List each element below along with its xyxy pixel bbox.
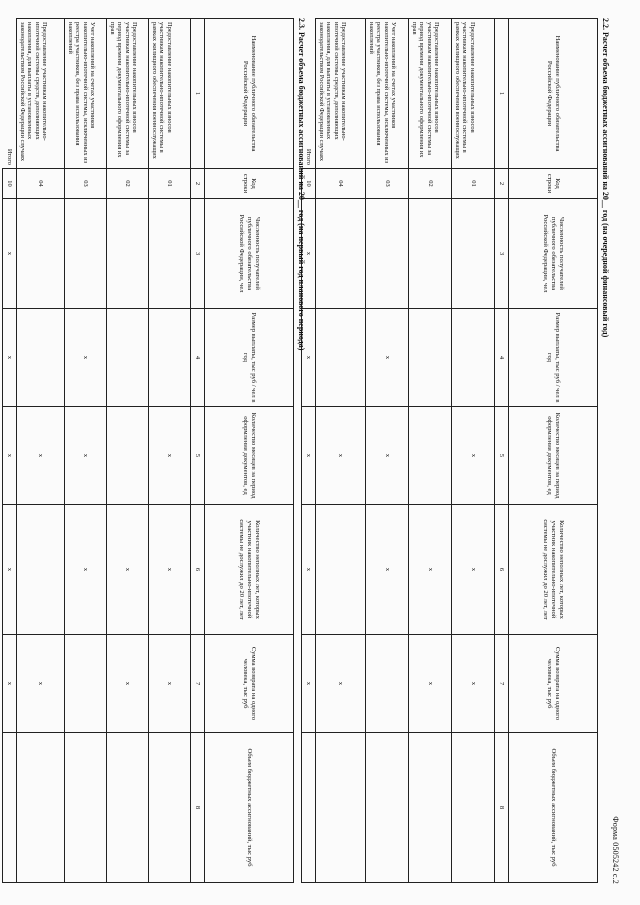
table-row bbox=[149, 19, 191, 883]
cell bbox=[316, 309, 366, 407]
cell: x bbox=[65, 407, 107, 505]
col-header-name: Наименование публичного обязательства Российской Федерации bbox=[205, 19, 294, 169]
cell bbox=[316, 199, 366, 309]
cell: x bbox=[3, 635, 17, 733]
cell bbox=[17, 505, 65, 635]
cell bbox=[107, 407, 149, 505]
cell bbox=[149, 733, 191, 883]
table-row bbox=[107, 19, 149, 883]
total-code: 10 bbox=[302, 169, 316, 199]
col-number: 1 bbox=[191, 19, 205, 169]
table-section-2-3 bbox=[2, 18, 294, 883]
total-label: Итого bbox=[3, 19, 17, 169]
col-header-incomplete-years: Количество неполных лет, которых участник накопительно-ипотечной системы не дослужил до 20 лет, лет bbox=[509, 505, 598, 635]
cell bbox=[452, 733, 495, 883]
total-code: 10 bbox=[3, 169, 17, 199]
header-row bbox=[509, 19, 598, 883]
cell: x bbox=[3, 407, 17, 505]
cell: x bbox=[107, 635, 149, 733]
section-title-2-3: 2.3. Расчет объема бюджетных ассигнований на 20__ год (на первый год планового периода) bbox=[297, 18, 306, 351]
col-header-code: Код строки bbox=[509, 169, 598, 199]
col-header-recipients: Численность получателей публичного обязательства Российской Федерации, чел bbox=[509, 199, 598, 309]
col-header-refund-sum: Сумма возврата на одного человека, тыс руб bbox=[509, 635, 598, 733]
cell: x bbox=[452, 505, 495, 635]
table-row bbox=[65, 19, 107, 883]
cell: x bbox=[366, 309, 409, 407]
col-header-budget-volume: Объем бюджетных ассигнований, тыс руб bbox=[205, 733, 294, 883]
row-code: 02 bbox=[107, 169, 149, 199]
rotated-document bbox=[6, 12, 620, 892]
col-header-name: Наименование публичного обязательства Российской Федерации bbox=[509, 19, 598, 169]
cell bbox=[149, 309, 191, 407]
col-number: 8 bbox=[495, 733, 509, 883]
cell bbox=[452, 309, 495, 407]
column-numbers-row bbox=[495, 19, 509, 883]
col-number: 2 bbox=[495, 169, 509, 199]
cell: x bbox=[302, 199, 316, 309]
cell bbox=[107, 199, 149, 309]
cell: x bbox=[107, 505, 149, 635]
col-header-payment-size: Размер выплаты, тыс руб / чел в год bbox=[205, 309, 294, 407]
cell: x bbox=[409, 635, 452, 733]
cell bbox=[366, 635, 409, 733]
col-header-recipients: Численность получателей публичного обязательства Российской Федерации, чел bbox=[205, 199, 294, 309]
cell: x bbox=[316, 407, 366, 505]
column-numbers-row bbox=[191, 19, 205, 883]
row-code: 04 bbox=[17, 169, 65, 199]
cell: x bbox=[149, 635, 191, 733]
cell: x bbox=[149, 505, 191, 635]
row-code: 03 bbox=[65, 169, 107, 199]
cell bbox=[316, 505, 366, 635]
cell: x bbox=[302, 505, 316, 635]
cell bbox=[3, 733, 17, 883]
cell: x bbox=[3, 505, 17, 635]
cell bbox=[409, 407, 452, 505]
cell bbox=[452, 199, 495, 309]
cell bbox=[316, 733, 366, 883]
table-row bbox=[452, 19, 495, 883]
col-number: 8 bbox=[191, 733, 205, 883]
cell bbox=[409, 733, 452, 883]
col-number: 5 bbox=[191, 407, 205, 505]
cell: x bbox=[3, 309, 17, 407]
col-number: 2 bbox=[191, 169, 205, 199]
col-header-months: Количество месяцев за период оформления документов, ед bbox=[205, 407, 294, 505]
cell: x bbox=[302, 407, 316, 505]
cell: x bbox=[302, 309, 316, 407]
col-number: 4 bbox=[495, 309, 509, 407]
cell bbox=[409, 199, 452, 309]
cell bbox=[17, 309, 65, 407]
row-name: Предоставление участникам накопительно-ипотечной системы средств, дополняющих накопления, для выплаты в установленных законодательством Российской Федерации случаях bbox=[17, 19, 65, 169]
col-number: 3 bbox=[495, 199, 509, 309]
col-number: 6 bbox=[191, 505, 205, 635]
cell bbox=[107, 733, 149, 883]
cell: x bbox=[17, 407, 65, 505]
cell: x bbox=[149, 407, 191, 505]
col-number: 1 bbox=[495, 19, 509, 169]
cell bbox=[366, 733, 409, 883]
col-number: 7 bbox=[191, 635, 205, 733]
table-row bbox=[409, 19, 452, 883]
table-row bbox=[316, 19, 366, 883]
table-row bbox=[366, 19, 409, 883]
col-header-payment-size: Размер выплаты, тыс руб / чел в год bbox=[509, 309, 598, 407]
header-row bbox=[205, 19, 294, 883]
cell bbox=[366, 199, 409, 309]
cell bbox=[65, 635, 107, 733]
table-section-2-2 bbox=[301, 18, 598, 883]
cell: x bbox=[3, 199, 17, 309]
row-name: Предоставление накопительных взносов участникам накопительно-ипотечной системы в рамках жилищного обеспечения военнослужащих bbox=[452, 19, 495, 169]
col-header-code: Код строки bbox=[205, 169, 294, 199]
cell bbox=[17, 733, 65, 883]
row-name: Предоставление накопительных взносов участникам накопительно-ипотечной системы в рамках жилищного обеспечения военнослужащих bbox=[149, 19, 191, 169]
cell: x bbox=[17, 635, 65, 733]
col-number: 5 bbox=[495, 407, 509, 505]
cell bbox=[149, 199, 191, 309]
col-header-refund-sum: Сумма возврата на одного человека, тыс руб bbox=[205, 635, 294, 733]
cell bbox=[65, 199, 107, 309]
cell: x bbox=[409, 505, 452, 635]
cell: x bbox=[65, 309, 107, 407]
cell bbox=[409, 309, 452, 407]
cell: x bbox=[302, 635, 316, 733]
cell: x bbox=[316, 635, 366, 733]
row-name: Предоставление накопительных взносов участникам накопительно-ипотечной системы за период времени документального оформления их прав bbox=[107, 19, 149, 169]
col-number: 6 bbox=[495, 505, 509, 635]
row-name: Предоставление участникам накопительно-ипотечной системы средств, дополняющих накопления, для выплаты в установленных законодательством Российской Федерации случаях bbox=[316, 19, 366, 169]
cell bbox=[107, 309, 149, 407]
total-label: Итого bbox=[302, 19, 316, 169]
cell bbox=[65, 733, 107, 883]
col-number: 7 bbox=[495, 635, 509, 733]
form-number-label: Форма 0505242 с.2 bbox=[611, 816, 620, 884]
row-code: 02 bbox=[409, 169, 452, 199]
cell: x bbox=[366, 505, 409, 635]
col-header-budget-volume: Объем бюджетных ассигнований, тыс руб bbox=[509, 733, 598, 883]
cell bbox=[302, 733, 316, 883]
cell bbox=[17, 199, 65, 309]
col-header-incomplete-years: Количество неполных лет, которых участник накопительно-ипотечной системы не дослужил до 20 лет, лет bbox=[205, 505, 294, 635]
table-row bbox=[17, 19, 65, 883]
cell: x bbox=[452, 635, 495, 733]
total-row bbox=[3, 19, 17, 883]
col-number: 3 bbox=[191, 199, 205, 309]
section-title-2-2: 2.2. Расчет объема бюджетных ассигнований на 20__ год (на очередной финансовый год) bbox=[601, 18, 610, 338]
col-header-months: Количество месяцев за период оформления документов, ед bbox=[509, 407, 598, 505]
row-name: Предоставление накопительных взносов участникам накопительно-ипотечной системы за период времени документального оформления их прав bbox=[409, 19, 452, 169]
cell: x bbox=[65, 505, 107, 635]
row-name: Учет накоплений на счетах участников накопительно-ипотечной системы, исключенных из реестра участников, без права использования накоплений bbox=[65, 19, 107, 169]
row-code: 01 bbox=[149, 169, 191, 199]
row-code: 04 bbox=[316, 169, 366, 199]
cell: x bbox=[366, 407, 409, 505]
row-name: Учет накоплений на счетах участников накопительно-ипотечной системы, исключенных из реестра участников, без права использования накоплений bbox=[366, 19, 409, 169]
row-code: 01 bbox=[452, 169, 495, 199]
row-code: 03 bbox=[366, 169, 409, 199]
cell: x bbox=[452, 407, 495, 505]
col-number: 4 bbox=[191, 309, 205, 407]
